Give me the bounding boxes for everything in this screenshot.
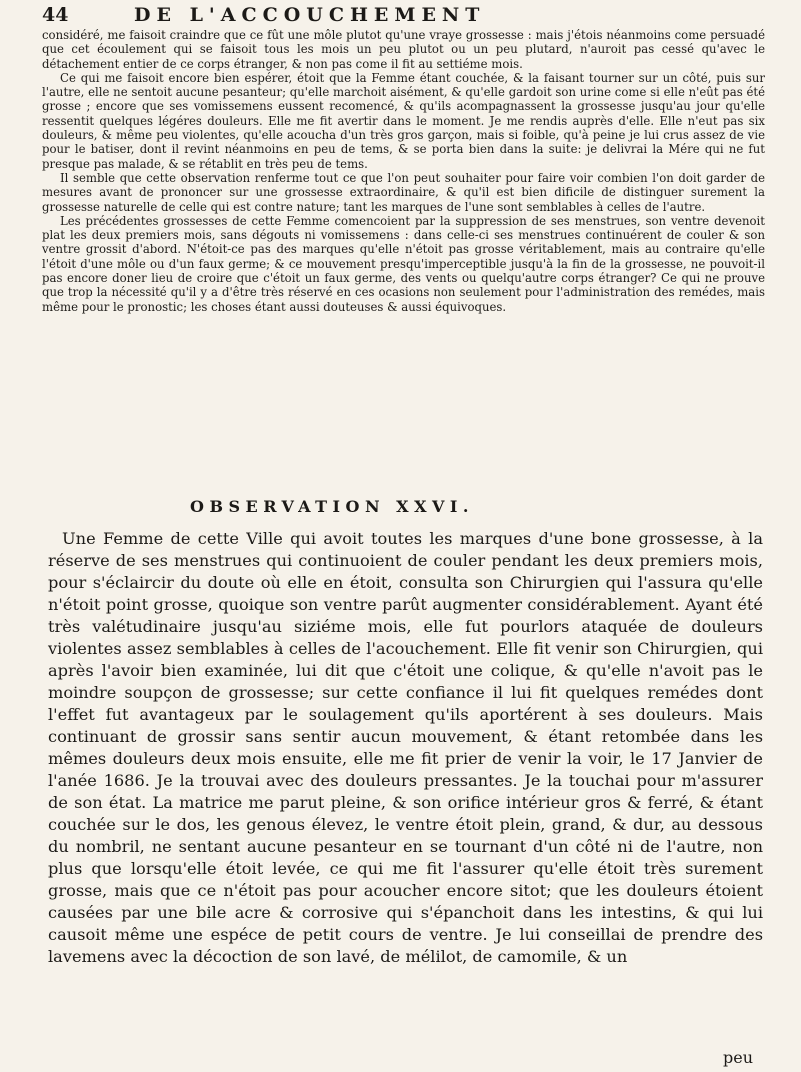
page-header	[42, 4, 761, 30]
paragraph: Il semble que cette observation renferme tout ce que l'on peut souhaiter pour faire voir combien l'on doit garder de mesures avant de prononcer sur une grossesse extraordinaire, & qu'il est bien dificile de distinguer surement la grossesse naturelle de celle qui est contre nature; tant les marques de l'une sont semblables à celles de l'autre.	[42, 170, 765, 214]
paragraph: considéré, me faisoit craindre que ce fût une môle plutot qu'une vraye grossesse : mais j'étois néanmoins come persuadé que cet écoulement qui se faisoit tous les mois un peu plutot ou un peu plutard, n'auroit pas cessé qu'avec le détachement entier de ce corps étranger, & non pas come il fit au settiéme mois.	[42, 28, 765, 71]
observation-body	[48, 528, 763, 968]
paragraph: Une Femme de cette Ville qui avoit toutes les marques d'une bone grossesse, à la réserve de ses menstrues qui continuoient de couler pendant les deux premiers mois, pour s'éclaircir du doute où elle en étoit, consulta son Chirurgien qui l'assura qu'elle n'étoit point grosse, quoique son ventre parût augmenter considérablement. Ayant été très valétudinaire jusqu'au siziéme mois, elle fut pourlors ataquée de douleurs violentes assez semblables à celles de l'acouchement. Elle fit venir son Chirurgien, qui après l'avoir bien examinée, lui dit que c'étoit une colique, & qu'elle n'avoit pas le moindre soupçon de grossesse; sur cette confiance il lui fit quelques remédes dont l'effet fut avantageux par le soulagement qu'ils aportérent à ses douleurs. Mais continuant de grossir sans sentir aucun mouvement, & étant retombée dans les mêmes douleurs deux mois ensuite, elle me fit prier de venir la voir, le 17 Janvier de l'anée 1686. Je la trouvai avec des douleurs pressantes. Je la touchai pour m'assurer de son état. La matrice me parut pleine, & son orifice intérieur gros & ferré, & étant couchée sur le dos, les genous élevez, le ventre étoit plein, grand, & dur, au dessous du nombril, ne sentant aucune pesanteur en se tournant d'un côté ni de l'autre, non plus que lorsqu'elle étoit levée, ce qui me fit l'assurer qu'elle étoit très surement grosse, mais que ce n'étoit pas pour acoucher encore sitot; que les douleurs étoient causées par une bile acre & corrosive qui s'épanchoit dans les intestins, & qui lui causoit même une espéce de petit cours de ventre. Je lui conseillai de prendre des lavemens avec la décoction de son lavé, de mélilot, de camomile, & un	[48, 529, 763, 966]
page-number: 44	[42, 4, 69, 26]
paragraph: Les précédentes grossesses de cette Femme comencoient par la suppression de ses menstrues, son ventre devenoit plat les deux premiers mois, sans dégouts ni vomissemens : dans celle-ci ses menstrues continuérent de couler & son ventre grossit d'abord. N'étoit-ce pas des marques qu'elle n'étoit pas grosse véritablement, mais au contraire qu'elle l'étoit d'une môle ou d'un faux germe; & ce mouvement presqu'imperceptible jusqu'à la fin de la grossesse, ne pouvoit-il pas encore doner lieu de croire que c'étoit un faux germe, des vents ou quelqu'autre corps étranger? Ce qui ne prouve que trop la nécessité qu'il y a d'être très réservé en ces ocasions non seulement pour l'administration des remédes, mais même pour le pronostic; les choses étant aussi douteuses & aussi équivoques.	[42, 213, 765, 314]
catchword: peu	[722, 1048, 753, 1067]
running-title: DE L'ACCOUCHEMENT	[134, 4, 486, 26]
observation-heading: OBSERVATION XXVI.	[190, 497, 474, 516]
paragraph: Ce qui me faisoit encore bien espérer, étoit que la Femme étant couchée, & la faisant tourner sur un côté, puis sur l'autre, elle ne sentoit aucune pesanteur; qu'elle marchoit aisément, & qu'elle gardoit son urine come si elle n'eût pas été grosse ; encore que ses vomissemens eussent recomencé, & qu'ils acompagnassent la grossesse jusqu'au jour qu'elle ressentit quelques légéres douleurs. Elle me fit avertir dans le moment. Je me rendis auprès d'elle. Elle n'eut pas six douleurs, & même peu violentes, qu'elle acoucha d'un très gros garçon, mais si foible, qu'à peine je lui crus assez de vie pour le batiser, dont il revint néanmoins en peu de tems, & se porta bien dans la suite: je delivrai la Mére qui ne fut presque pas malade, & se rétablit en très peu de tems.	[42, 70, 765, 171]
preceding-commentary	[42, 28, 765, 314]
